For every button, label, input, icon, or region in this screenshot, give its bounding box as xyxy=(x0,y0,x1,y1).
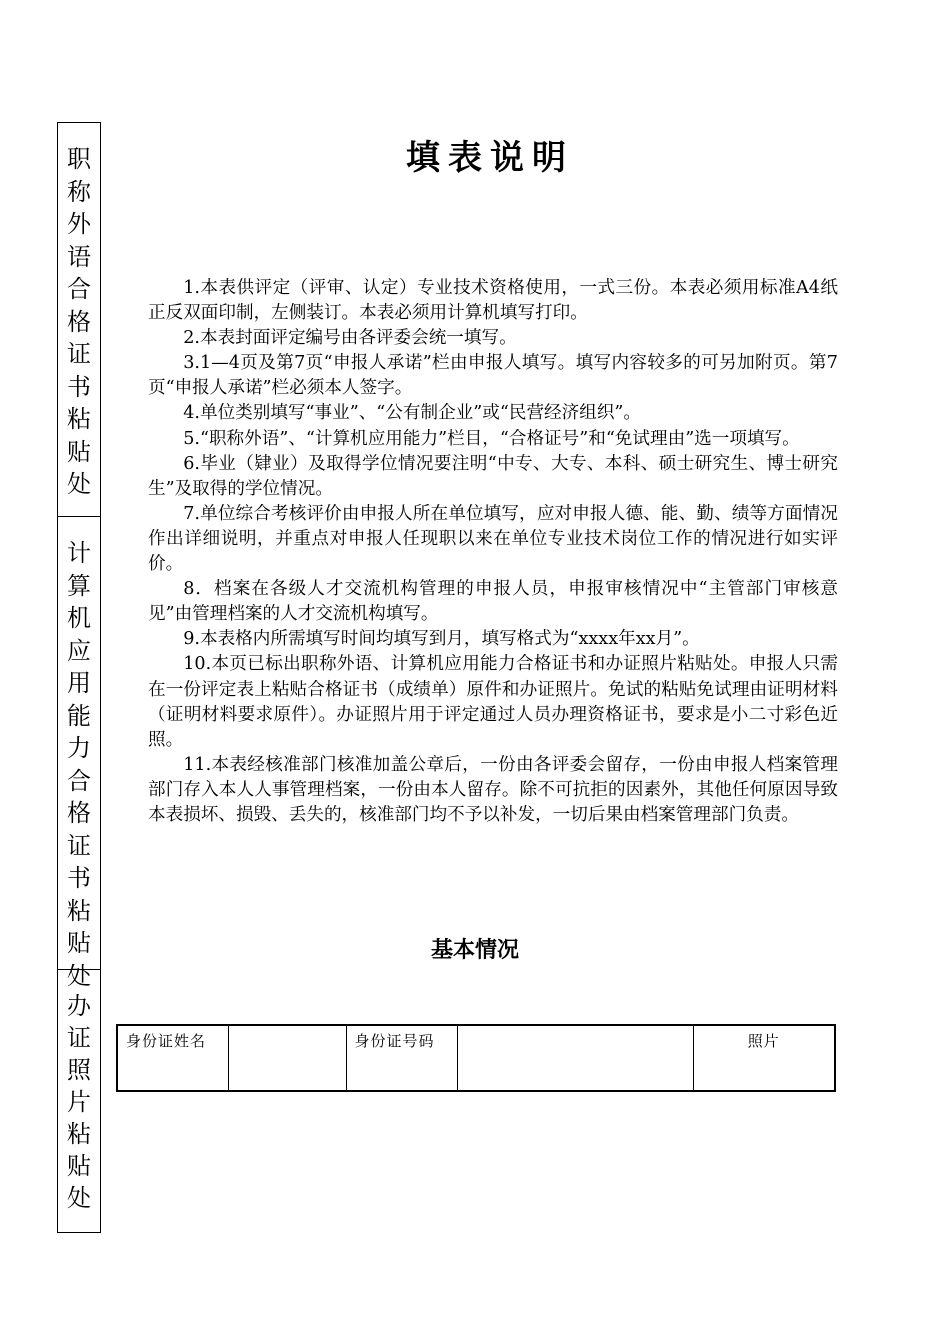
sidebar-label-char: 处 xyxy=(67,961,91,990)
sidebar-label-char: 证 xyxy=(67,340,91,368)
sidebar-label-char: 片 xyxy=(67,1088,91,1116)
sidebar-label-char: 贴 xyxy=(67,929,91,957)
sidebar-label-char: 机 xyxy=(67,604,91,632)
foreign-language-cert-paste-area xyxy=(57,122,101,517)
sidebar-label-char: 证 xyxy=(67,831,91,860)
id-number-label: 身份证号码 xyxy=(346,1025,457,1091)
instructions-list xyxy=(148,276,838,828)
id-name-label: 身份证姓名 xyxy=(117,1025,228,1091)
instruction-item: 1.本表供评定（评审、认定）专业技术资格使用，一式三份。本表必须用标准A4纸正反双面印制，左侧装订。本表必须用计算机填写打印。 xyxy=(148,278,838,324)
sidebar-label-char: 能 xyxy=(67,701,91,730)
id-photo-paste-area xyxy=(57,969,101,1233)
instruction-item: 10.本页已标出职称外语、计算机应用能力合格证书和办证照片粘贴处。申报人只需在一份评定表上粘贴合格证书（成绩单）原件和办证照片。免试的粘贴免试理由证明材料（证明材料要求原件）。办证照片用于评定通过人员办理资格证书，要求是小二寸彩色近照。 xyxy=(148,654,838,750)
sidebar-label-char: 格 xyxy=(67,307,91,336)
sidebar-label-char: 处 xyxy=(67,470,91,498)
sidebar-label-char: 书 xyxy=(67,372,91,401)
sidebar-label-char: 算 xyxy=(67,571,91,600)
sidebar-label-char: 语 xyxy=(67,242,91,271)
sidebar-label-char: 应 xyxy=(67,636,91,665)
instruction-item: 6.毕业（肄业）及取得学位情况要注明“中专、大专、本科、硕士研究生、博士研究生”及取得的学位情况。 xyxy=(148,453,838,499)
sidebar-label-char: 职 xyxy=(67,145,91,173)
sidebar-label-char: 合 xyxy=(67,766,91,795)
instruction-item: 9.本表格内所需填写时间均填写到月，填写格式为“xxxx年xx月”。 xyxy=(183,629,700,650)
page-title: 填表说明 xyxy=(406,138,574,178)
sidebar-label-char: 处 xyxy=(67,1184,91,1212)
sidebar-label-char: 照 xyxy=(67,1056,91,1084)
sidebar-label-char: 用 xyxy=(67,669,91,697)
instruction-item: 11.本表经核准部门核准加盖公章后，一份由各评委会留存，一份由申报人档案管理部门存入本人人事管理档案，一份由本人留存。除不可抗拒的因素外，其他任何原因导致本表损坏、损毁、丢失的，核准部门均不予以补发，一切后果由档案管理部门负责。 xyxy=(148,754,838,825)
instruction-item: 2.本表封面评定编号由各评委会统一填写。 xyxy=(183,328,517,349)
sidebar-label-char: 格 xyxy=(67,799,91,827)
sidebar-label-char: 合 xyxy=(67,275,91,303)
photo-cell[interactable]: 照片 xyxy=(693,1025,835,1091)
instruction-item: 8．档案在各级人才交流机构管理的申报人员，申报审核情况中“主管部门审核意见”由管理档案的人才交流机构填写。 xyxy=(148,579,838,625)
sidebar-label-char: 外 xyxy=(67,210,91,238)
sidebar-label-char: 粘 xyxy=(67,896,91,925)
sidebar-label-char: 称 xyxy=(67,177,91,206)
sidebar-label-char: 粘 xyxy=(67,405,91,433)
sidebar-label-char: 力 xyxy=(67,734,91,762)
instruction-item: 5.“职称外语”、“计算机应用能力”栏目，“合格证号”和“免试理由”选一项填写。 xyxy=(183,428,800,449)
basic-info-table xyxy=(116,1024,836,1092)
sidebar-label-char: 书 xyxy=(67,864,91,892)
computer-skill-cert-paste-area xyxy=(57,516,101,990)
id-name-field[interactable] xyxy=(228,1025,346,1091)
id-number-field[interactable] xyxy=(457,1025,693,1091)
section-heading-basic-info: 基本情况 xyxy=(430,937,519,963)
sidebar-label-char: 计 xyxy=(67,539,91,567)
sidebar-label-char: 证 xyxy=(67,1024,91,1052)
sidebar-label-char: 办 xyxy=(67,992,91,1020)
instruction-item: 4.单位类别填写“事业”、“公有制企业”或“民营经济组织”。 xyxy=(183,403,642,424)
instruction-item: 3.1—4页及第7页“申报人承诺”栏由申报人填写。填写内容较多的可另加附页。第7页“申报人承诺”栏必须本人签字。 xyxy=(148,353,838,399)
sidebar-label-char: 贴 xyxy=(67,1152,91,1180)
sidebar-label-char: 粘 xyxy=(67,1120,91,1148)
sidebar-label-char: 贴 xyxy=(67,437,91,466)
instruction-item: 7.单位综合考核评价由申报人所在单位填写，应对申报人德、能、勤、绩等方面情况作出详细说明，并重点对申报人任现职以来在单位专业技术岗位工作的情况进行如实评价。 xyxy=(148,503,838,575)
